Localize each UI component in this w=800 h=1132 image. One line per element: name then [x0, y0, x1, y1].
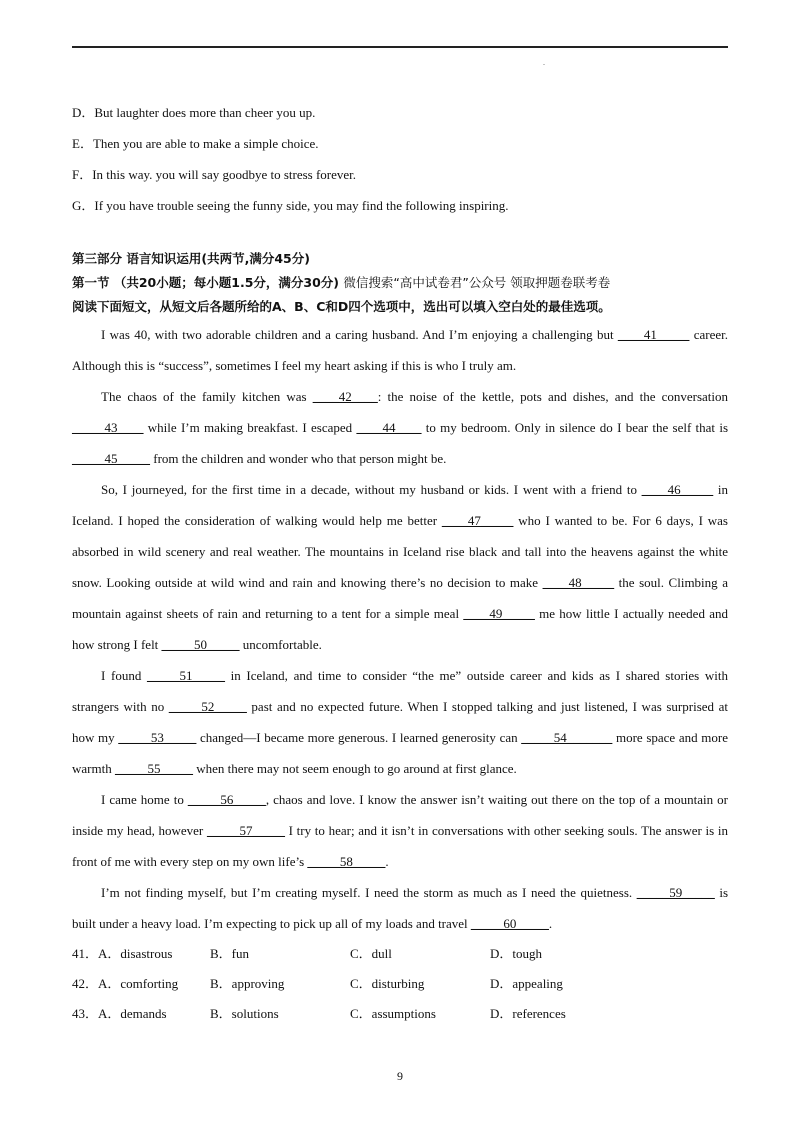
blank-60: _____60_____ [470, 916, 549, 931]
option-d: D．But laughter does more than cheer you up. [72, 105, 316, 120]
blank-41: ____41_____ [617, 327, 690, 342]
page-body [72, 97, 728, 1029]
choice-d: D．appealing [490, 976, 563, 991]
blank-46: ____46_____ [641, 482, 714, 497]
passage-paragraph-3: So, I journeyed, for the first time in a decade, without my husband or kids. I went with a friend to ____46_____ in Iceland. I hoped the consideration of walking would help me better ____47_____ who I wanted to be. For 6 days, I was absorbed in wild scenery and real weather. The mountains in Iceland rise black and tall into the heavens against the white snow. Looking outside at wild wind and rain and knowing there’s no decision to make ____48_____ the soul. Climbing a mountain against sheets of rain and returning to a tent for a simple meal ____49_____ me how little I actually needed and how strong I felt _____50_____ uncomfortable. [72, 482, 728, 652]
choice-c: C．assumptions [350, 1006, 436, 1021]
question-42: 42． A．comforting B．approving C．disturbing D．appealing [72, 969, 728, 999]
blank-53: _____53_____ [118, 730, 197, 745]
blank-45: _____45_____ [72, 451, 150, 466]
passage-paragraph-4: I found _____51_____ in Iceland, and time to consider “the me” outside career and kids as I shared stories with strangers with no _____52_____ past and no expected future. When I stopped talking and just listened, I was surprised at how my _____53_____ changed—I became more generous. I learned generosity can _____54_______ more space and more warmth _____55_____ when there may not seem enough to go around at first glance. [72, 668, 729, 776]
blank-56: _____56_____ [187, 792, 266, 807]
blank-47: ____47_____ [441, 513, 514, 528]
option-f: F．In this way. you will say goodbye to stress forever. [72, 167, 357, 182]
question-43: 43． A．demands B．solutions C．assumptions D．references [72, 999, 728, 1029]
choice-b: B．approving [210, 976, 285, 991]
choice-a: A．demands [98, 1006, 167, 1021]
option-e: E．Then you are able to make a simple choice. [72, 136, 319, 151]
blank-51: _____51_____ [146, 668, 225, 683]
blank-52: _____52_____ [168, 699, 247, 714]
blank-43: _____43____ [72, 420, 144, 435]
choice-b: B．solutions [210, 1006, 279, 1021]
promo-notice: 微信搜索“高中试卷君”公众号 领取押题卷联考卷 [343, 275, 611, 290]
choice-c: C．disturbing [350, 976, 425, 991]
header-mark: . [543, 58, 545, 67]
passage-paragraph-1: I was 40, with two adorable children and a caring husband. And I’m enjoying a challenging but ____41_____ career. Although this is “success”, sometimes I feel my heart asking if this is who I truly am. [72, 327, 728, 373]
choice-c: C．dull [350, 946, 392, 961]
choice-b: B．fun [210, 946, 250, 961]
blank-58: _____58_____ [307, 854, 386, 869]
passage-paragraph-5: I came home to _____56_____, chaos and love. I know the answer isn’t waiting out there on the top of a mountain or inside my head, however _____57_____ I try to hear; and it isn’t in conversations with other seeking souls. The answer is in front of me with every step on my own life’s _____58_____. [72, 792, 728, 869]
choice-d: D．references [490, 1006, 566, 1021]
blank-42: ____42____ [312, 389, 378, 404]
section1-title: 第一节 （共20小题；每小题1.5分，满分30分) [72, 275, 339, 290]
blank-44: ____44____ [356, 420, 422, 435]
blank-55: _____55_____ [114, 761, 193, 776]
blank-57: _____57_____ [206, 823, 285, 838]
passage-paragraph-6: I’m not finding myself, but I’m creating myself. I need the storm as much as I need the quietness. _____59_____ is built under a heavy load. I’m expecting to pick up all of my loads and travel _____60_____. [72, 885, 729, 931]
page-number: 9 [397, 1069, 403, 1083]
header-rule [72, 46, 728, 48]
instruction: 阅读下面短文，从短文后各题所给的A、B、C和D四个选项中，选出可以填入空白处的最佳选项。 [72, 299, 611, 314]
question-41: 41． A．disastrous B．fun C．dull D．tough [72, 939, 728, 969]
blank-48: ____48_____ [542, 575, 615, 590]
part3-title: 第三部分 语言知识运用(共两节,满分45分) [72, 251, 310, 266]
blank-49: ____49_____ [463, 606, 535, 621]
blank-54: _____54_______ [521, 730, 613, 745]
choice-a: A．disastrous [98, 946, 173, 961]
passage-paragraph-2: The chaos of the family kitchen was ____42____: the noise of the kettle, pots and dishes, and the conversation _____43____ while I’m making breakfast. I escaped ____44____ to my bedroom. Only in silence do I bear the self that is _____45_____ from the children and wonder who that person might be. [72, 389, 729, 466]
choice-a: A．comforting [98, 976, 179, 991]
blank-50: _____50_____ [161, 637, 240, 652]
choice-d: D．tough [490, 946, 543, 961]
option-g: G．If you have trouble seeing the funny side, you may find the following inspiring. [72, 198, 509, 213]
section1-heading [72, 271, 728, 295]
blank-59: _____59_____ [636, 885, 715, 900]
